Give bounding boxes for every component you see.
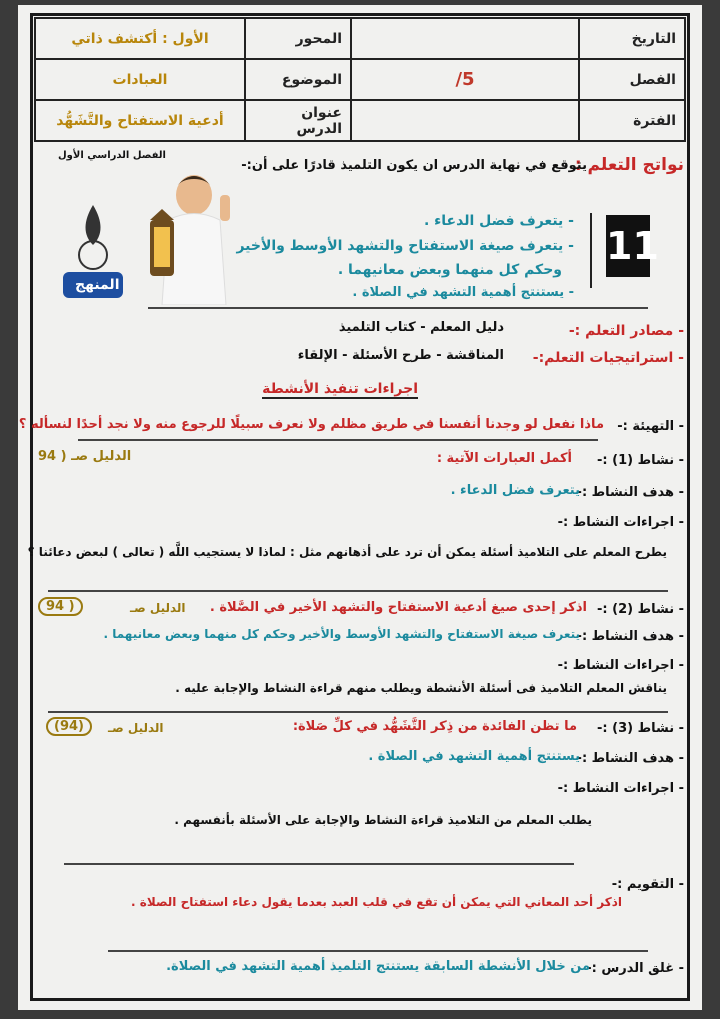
header-row (35, 18, 685, 59)
evaluation-label: - التقويم :- (611, 877, 684, 892)
activity2-guide-page: ( 94 (38, 597, 83, 616)
warmup-label: - التهيئة :- (617, 419, 684, 434)
separator (48, 711, 668, 713)
activity3-proc-label: - اجراءات النشاط :- (557, 781, 684, 796)
sources-value: دليل المعلم - كتاب التلميذ (338, 320, 504, 335)
outcomes-intro: يتوقع في نهاية الدرس ان يكون التلميذ قادرًا على أن:- (241, 158, 587, 173)
activity3-guide-ref: الدليل صـ (108, 721, 164, 735)
boy-with-lantern-illustration (146, 165, 246, 305)
separator (48, 590, 668, 592)
closing-label: - غلق الدرس :- (586, 961, 684, 976)
activity2-goal: يتعرف صيغة الاستفتاح والتشهد الأوسط والأخير وحكم كل منهما وبعض معانيهما . (103, 627, 580, 641)
axis-value: الأول : أكتشف ذاتي (35, 18, 245, 59)
activity2-task: اذكر إحدى صيغ أدعية الاستفتاح والتشهد الأخير في الصَّلاة . (209, 600, 587, 615)
activity2-guide-ref: الدليل صـ (130, 601, 186, 615)
axis-label: المحور (245, 18, 351, 59)
activity3-goal: يستنتج أهمية التشهد في الصلاة . (368, 749, 580, 764)
activity3-goal-label: - هدف النشاط :- (576, 751, 684, 766)
activity1-proc-label: - اجراءات النشاط :- (557, 515, 684, 530)
outcome-item: وحكم كل منهما وبعض معانيهما . (337, 262, 562, 278)
activity2-goal-label: - هدف النشاط :- (576, 629, 684, 644)
outcomes-divider (590, 213, 592, 288)
activity2-label: - نشاط (2) :- (597, 602, 684, 617)
activity1-label: - نشاط (1) :- (597, 453, 684, 468)
header-table (34, 17, 686, 142)
sources-label: - مصادر التعلم :- (568, 323, 684, 339)
class-label: الفصل (579, 59, 685, 100)
activity2-proc-label: - اجراءات النشاط :- (557, 658, 684, 673)
separator (78, 439, 598, 441)
lesson-number-badge: 11 (606, 215, 650, 277)
outcomes-title: نواتج التعلم : (574, 155, 684, 175)
outcome-item: - يستنتج أهمية التشهد في الصلاة . (352, 285, 574, 300)
period-value (351, 100, 579, 141)
lesson-title-label: عنوان الدرس (245, 100, 351, 141)
activity1-task: أكمل العبارات الآتية : (436, 451, 572, 466)
activity3-proc: يطلب المعلم من التلاميذ قراءة النشاط والإجابة على الأسئلة بأنفسهم . (174, 813, 592, 827)
warmup-text: ماذا نفعل لو وجدنا أنفسنا في طريق مظلم ولا نعرف سبيلًا للرجوع منه ولا نجد أحدًا لنسأله ؟ (18, 417, 604, 432)
evaluation-text: اذكر أحد المعاني التي يمكن أن تقع في قلب العبد بعدما يقول دعاء استفتاح الصلاة . (131, 895, 622, 909)
activity1-proc: يطرح المعلم على التلاميذ أسئلة يمكن أن ترد على أذهانهم مثل : لماذا لا يستجيب اللَّه ( تعالى ) لبعض دعائنا ؟ (27, 545, 667, 559)
header-row (35, 59, 685, 100)
topic-value: العبادات (35, 59, 245, 100)
outcome-item: - يتعرف فضل الدعاء . (423, 213, 574, 229)
almanhaj-logo-icon (58, 200, 128, 310)
outcome-item: - يتعرف صيغة الاستفتاح والتشهد الأوسط والأخير (236, 238, 574, 254)
date-value (351, 18, 579, 59)
activity3-task: ما تظن الفائدة من ذِكر التَّشَهُّد في كلِّ صَلاة: (292, 719, 577, 734)
date-label: التاريخ (579, 18, 685, 59)
strategies-value: المناقشة - طرح الأسئلة - الإلقاء (297, 348, 504, 363)
separator (108, 950, 648, 952)
strategies-label: - استراتيجيات التعلم:- (532, 350, 684, 366)
separator (148, 307, 648, 309)
separator (64, 863, 574, 865)
activities-section-title: اجراءات تنفيذ الأنشطة (262, 381, 418, 397)
header-row (35, 100, 685, 141)
activity1-goal: يتعرف فضل الدعاء . (450, 483, 580, 498)
term-label: الفصل الدراسي الأول (58, 150, 166, 161)
closing-text: من خلال الأنشطة السابقة يستنتج التلميذ أهمية التشهد في الصلاة. (166, 959, 590, 974)
lesson-plan-page (18, 5, 702, 1010)
class-value: 5/ (351, 59, 579, 100)
activity3-label: - نشاط (3) :- (597, 721, 684, 736)
activity3-guide-page: (94) (46, 717, 92, 736)
period-label: الفترة (579, 100, 685, 141)
topic-label: الموضوع (245, 59, 351, 100)
logo-text: المنهج (75, 277, 120, 293)
activity1-guide-ref: الدليل صـ ( 94 (38, 449, 132, 464)
lesson-title-value: أدعية الاستفتاح والتَّشَهُّد (35, 100, 245, 141)
activity1-goal-label: - هدف النشاط :- (576, 485, 684, 500)
activity2-proc: يناقش المعلم التلاميذ فى أسئلة الأنشطة ويطلب منهم قراءة النشاط والإجابة عليه . (175, 681, 667, 695)
